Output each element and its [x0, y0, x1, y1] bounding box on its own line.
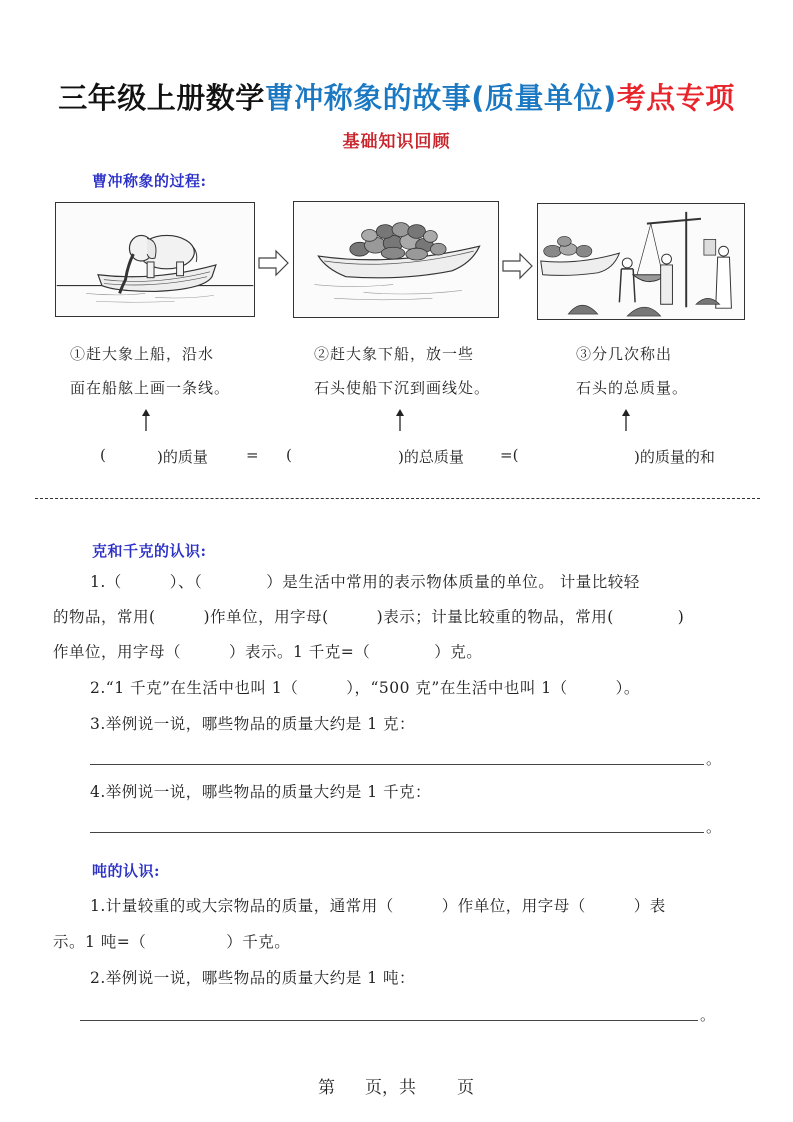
up-arrow-icon	[621, 409, 631, 431]
section-heading-tons: 吨的认识:	[92, 862, 161, 880]
title-topic: 曹冲称象的故事(质量单位)	[264, 81, 617, 115]
blank-2-label: )的总质量	[398, 448, 464, 466]
title-suffix: 考点专项	[616, 81, 735, 115]
tons-q1-line2: 示。1 吨=（ ）千克。	[53, 933, 291, 951]
answer-end-q4: 。	[706, 818, 722, 836]
grams-q1-line1: 1.（ ）、（ ）是生活中常用的表示物体质量的单位。 计量比较轻	[90, 573, 640, 591]
grams-q1-line2: 的物品，常用( )作单位，用字母( )表示；计量比较重的物品，常用( )	[53, 608, 685, 626]
blank-1-open: (	[100, 446, 106, 464]
weighing-stones-icon	[538, 204, 744, 319]
blank-1-label: )的质量	[157, 448, 208, 466]
answer-line-q3[interactable]	[90, 764, 704, 765]
footer-page-total: 页，共	[365, 1078, 416, 1098]
stones-on-boat-illustration	[293, 201, 499, 318]
equals-sign: =	[246, 446, 259, 464]
grams-q2: 2.“1 千克”在生活中也叫 1（ ），“500 克”在生活中也叫 1（ ）。	[90, 679, 640, 697]
weighing-stones-illustration	[537, 203, 745, 320]
blank-3-label: )的质量的和	[634, 448, 715, 466]
footer-di: 第	[318, 1078, 335, 1098]
elephant-on-boat-illustration	[55, 202, 255, 317]
grams-q4: 4.举例说一说，哪些物品的质量大约是 1 千克：	[90, 783, 432, 801]
answer-line-tons-q2[interactable]	[80, 1020, 698, 1021]
section-heading-grams: 克和千克的认识:	[92, 542, 207, 560]
grams-q3: 3.举例说一说，哪些物品的质量大约是 1 克：	[90, 715, 416, 733]
step-1-text: ①赶大象上船，沿水 面在船舷上画一条线。	[70, 345, 231, 397]
step-2-text: ②赶大象下船，放一些 石头使船下沉到画线处。	[314, 345, 491, 397]
elephant-on-boat-icon	[56, 203, 254, 316]
answer-end-tons-q2: 。	[700, 1006, 716, 1024]
up-arrow-icon	[141, 409, 151, 431]
step-3-text: ③分几次称出 石头的总质量。	[576, 345, 689, 397]
tons-q2: 2.举例说一说，哪些物品的质量大约是 1 吨：	[90, 969, 416, 987]
subtitle: 基础知识回顾	[342, 132, 451, 152]
stones-on-boat-icon	[294, 202, 498, 317]
title-grade: 三年级上册数学	[58, 81, 265, 115]
up-arrow-icon	[395, 409, 405, 431]
right-arrow-icon	[502, 251, 534, 281]
section-divider	[35, 498, 760, 499]
answer-end-q3: 。	[706, 750, 722, 768]
section-heading-process: 曹冲称象的过程:	[92, 172, 207, 190]
blank-3-open: =(	[500, 446, 519, 464]
footer-ye: 页	[457, 1078, 474, 1098]
tons-q1-line1: 1.计量较重的或大宗物品的质量，通常用（ ）作单位，用字母（ ）表	[90, 897, 666, 915]
right-arrow-icon	[258, 248, 290, 278]
answer-line-q4[interactable]	[90, 832, 704, 833]
blank-2-open: (	[286, 446, 292, 464]
page-title	[0, 76, 793, 117]
grams-q1-line3: 作单位，用字母（ ）表示。1 千克=（ ）克。	[53, 643, 483, 661]
